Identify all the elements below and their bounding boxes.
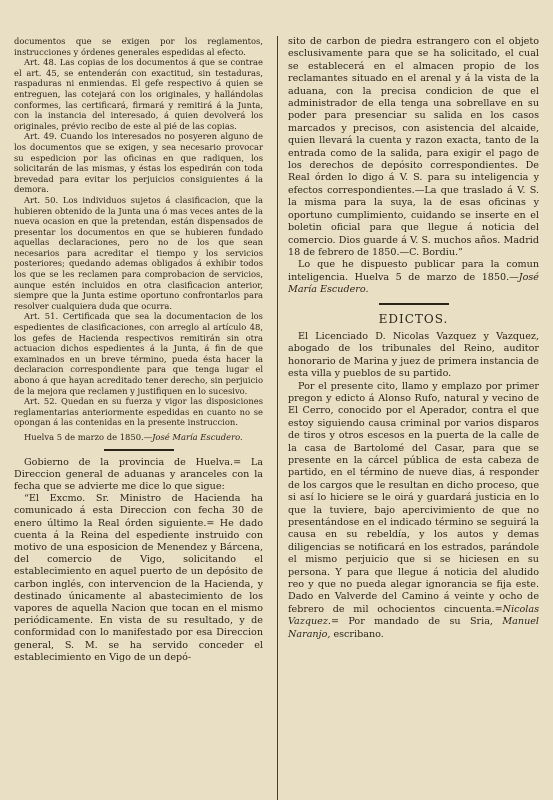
article-51: Art. 51. Certificada que sea la documentacion de los espedientes de clasificaciones, con arreglo al artículo 48, los gefes de Hacienda respectivos remitirán sin otra actuacion dichos espedientes á la Junta, á fin de que examinados en un breve término, pueda ésta hacer la declaracion correspondiente para que tenga lugar el abono á que hayan acreditado tener derecho, sin perjuicio de la mejora que reclamen y justifiquen en lo sucesivo. <box>14 311 263 396</box>
publication-text: Lo que he dispuesto publicar para la comun inteligencia. Huelva 5 de marzo de 1850.— <box>288 259 539 283</box>
column-rule <box>277 36 278 800</box>
edict-intro: El Licenciado D. Nicolas Vazquez y Vazquez, abogado de los tribunales del Reino, auditor honorario de Marina y juez de primera instancia de esta villa y pueblos de su partido. <box>288 330 539 380</box>
gobierno-intro: Gobierno de la provincia de Huelva.= La Direccion general de aduanas y aranceles con la fecha que se advierte me dice lo que sigue: <box>14 456 263 492</box>
signature-date: Huelva 5 de marzo de 1850.— <box>24 431 153 442</box>
section-divider-right <box>379 303 449 305</box>
edict-clerk-suffix: escribano. <box>330 628 384 640</box>
royal-order-continuation: sito de carbon de piedra estrangero con el objeto esclusivamente para que se ha solicitado, el cual se establecerá en el almacen propio de los reclamantes situado en el arenal y á la vista de la aduana, con la precisa condicion de que el administrador de ella tenga una sobrellave en su poder para presenciar su salida en los casos marcados y precisos, con asistencia del alcaide, quien llevará la cuenta y razon exacta, tanto de la entrada como de la salida, para exigir el pago de los derechos de depósito correspondientes. De Real órden lo digo á V. S. para su inteligencia y efectos correspondientes.—La que traslado á V. S. la misma para la suya, la de esas oficinas y oportuno cumplimiento, cuidando se inserte en el boletin oficial para que llegue á noticia del comercio. Dios guarde á V. S. muchos años. Madrid 18 de febrero de 1850.—C. Bordiu.” <box>288 36 539 258</box>
signature-line <box>14 432 263 443</box>
edict-text: Por el presente cito, llamo y emplazo por primer pregon y edicto á Alonso Rufo, natural y vecino de El Cerro, conocido por el Aperador, contra el que estoy siguiendo causa criminal por varios disparos de tiros y otros escesos en la puerta de la calle de la casa de Bartolomé del Casar, para que se presente en la cárcel pública de esta cabeza de partido, en el término de nueve dias, á responder de los cargos que le resultan en dicho proceso, que si así lo hiciere se le oirá y guardará justicia en lo que la tuviere, bajo apercivimiento de que no presentándose en el indicado término se seguirá la causa en su rebeldía, y los autos y demas diligencias se notificará en los estrados, parándole el mismo perjuicio que si se hiciesen en su persona. Y para que llegue á noticia del aludido reo y que no pueda alegar ignorancia se fija este. Dado en Valverde del Camino á veinte y ocho de febrero de mil ochocientos cincuenta.= <box>288 380 539 615</box>
publication-signature: José María Escudero. <box>288 271 539 296</box>
edict-body <box>288 381 539 642</box>
article-continuation: documentos que se exigen por los reglamentos, instrucciones y órdenes generales espedidas al efecto. <box>14 36 263 57</box>
left-column <box>14 36 271 800</box>
royal-order-quote: “El Excmo. Sr. Ministro de Hacienda ha comunicado á esta Direccion con fecha 30 de enero último la Real órden siguiente.= He dado cuenta á la Reina del espediente instruido con motivo de una esposicion de Menendez y Bárcena, del comercio de Vigo, solicitando el establecimiento en aquel puerto de un depósito de carbon inglés, con intervencion de la Hacienda, y destinado únicamente al abastecimiento de los vapores de aquella Nacion que tocan en el mismo periódicamente. En vista de su resultado, y de conformidad con lo manifestado por esa Direccion general, S. M. se ha servido conceder el establecimiento en Vigo de un depó- <box>14 493 263 663</box>
section-title-edictos: EDICTOS. <box>378 311 449 326</box>
article-49: Art. 49. Cuando los interesados no posyeren alguno de los documentos que se exigen, y sea necesario provocar su espedicion por las oficinas en que radiquen, los solicitarán de las mismas, y éstas los espedirán con toda brevedad para evitar los perjuicios consiguientes á la demora. <box>14 131 263 195</box>
section-divider <box>104 449 174 451</box>
publication-notice <box>288 259 539 296</box>
edict-judge: Nicolas Vazquez. <box>288 603 539 628</box>
signature-name: José María Escudero. <box>152 431 243 442</box>
article-50: Art. 50. Los individuos sujetos á clasificacion, que la hubieren obtenido de la Junta una ó mas veces antes de la nueva ocasion en que la pretendan, están dispensados de presentar los documentos en que se hubieren fundado aquellas declaraciones, pero no de los que sean necesarios para acreditar el tiempo y los servicios posteriores; quedando ademas obligados á exhibir todos los que se les reclamen para comprobacion de servicios, aunque estén incluidos en otra clasificacion anterior, siempre que la Junta estime oportuno confrontarlos para resolver cualquiera duda que ocurra. <box>14 194 263 311</box>
edict-clerk: Manuel Naranjo, <box>288 616 539 640</box>
right-column <box>284 36 539 800</box>
article-52: Art. 52. Quedan en su fuerza y vigor las disposiciones reglamentarias anteriormente espedidas en cuanto no se opongan á las contenidas en la presente instruccion. <box>14 396 263 428</box>
article-48: Art. 48. Las copias de los documentos á que se contrae el art. 45, se entenderán con exactitud, sin testaduras, raspaduras ni enmiendas. El gefe respectivo á quien se entreguen, las cotejará con los originales, y hallándolas conformes, las certificará, firmará y remitirá á la Junta, con la instancia del interesado, á quien devolverá los originales, prévio recibo de este al pié de las copias. <box>14 57 263 131</box>
edict-clerk-prefix: = Por mandado de su Sria, <box>330 616 503 628</box>
